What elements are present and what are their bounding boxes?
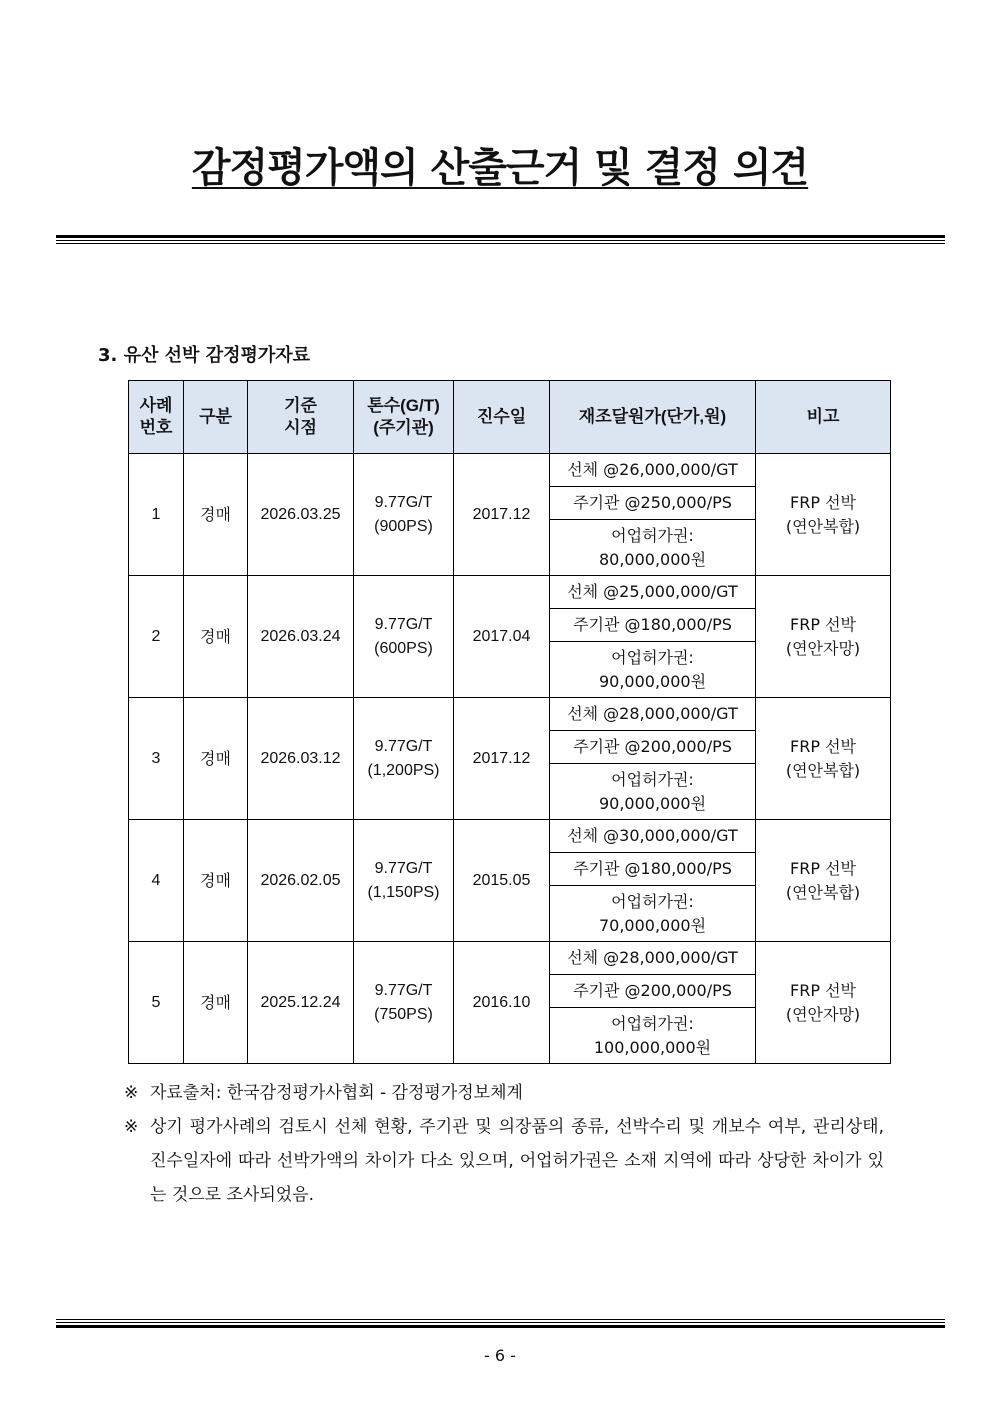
cell-remarks: FRP 선박 (연안복합) <box>756 454 891 576</box>
header-type: 구분 <box>184 381 248 454</box>
cell-case-no: 5 <box>129 942 184 1064</box>
table-body <box>129 454 891 1064</box>
cell-type: 경매 <box>184 942 248 1064</box>
table-row <box>129 820 891 853</box>
document-title: 감정평가액의 산출근거 및 결정 의견 <box>191 145 809 191</box>
header-replacement-cost: 재조달원가(단가,원) <box>550 381 756 454</box>
cell-base-date: 2026.03.25 <box>248 454 354 576</box>
table-row <box>129 698 891 731</box>
footer-divider <box>56 1317 945 1328</box>
cell-type: 경매 <box>184 576 248 698</box>
reference-mark: ※ <box>124 1117 139 1137</box>
cell-launch-date: 2017.12 <box>454 454 550 576</box>
cell-fishing-license: 어업허가권: 70,000,000원 <box>550 886 756 942</box>
cell-remarks: FRP 선박 (연안복합) <box>756 698 891 820</box>
cell-engine-cost: 주기관 @180,000/PS <box>550 853 756 886</box>
reference-mark: ※ <box>124 1083 139 1103</box>
cell-tonnage: 9.77G/T (750PS) <box>354 942 454 1064</box>
header-tonnage: 톤수(G/T) (주기관) <box>354 381 454 454</box>
cell-fishing-license: 어업허가권: 80,000,000원 <box>550 520 756 576</box>
cell-hull-cost: 선체 @28,000,000/GT <box>550 942 756 975</box>
cell-launch-date: 2017.12 <box>454 698 550 820</box>
cell-engine-cost: 주기관 @180,000/PS <box>550 609 756 642</box>
cell-fishing-license: 어업허가권: 100,000,000원 <box>550 1008 756 1064</box>
cell-engine-cost: 주기관 @250,000/PS <box>550 487 756 520</box>
cell-launch-date: 2015.05 <box>454 820 550 942</box>
cell-base-date: 2026.03.24 <box>248 576 354 698</box>
cell-type: 경매 <box>184 454 248 576</box>
source-note-text: 자료출처: 한국감정평가사협회 - 감정평가정보체계 <box>150 1083 523 1103</box>
cell-case-no: 3 <box>129 698 184 820</box>
table-row <box>129 454 891 487</box>
cell-fishing-license: 어업허가권: 90,000,000원 <box>550 764 756 820</box>
cell-launch-date: 2016.10 <box>454 942 550 1064</box>
cell-engine-cost: 주기관 @200,000/PS <box>550 975 756 1008</box>
table-row <box>129 942 891 975</box>
cell-engine-cost: 주기관 @200,000/PS <box>550 731 756 764</box>
cell-hull-cost: 선체 @28,000,000/GT <box>550 698 756 731</box>
cell-tonnage: 9.77G/T (900PS) <box>354 454 454 576</box>
cell-base-date: 2026.03.12 <box>248 698 354 820</box>
cell-fishing-license: 어업허가권: 90,000,000원 <box>550 642 756 698</box>
cell-remarks: FRP 선박 (연안자망) <box>756 576 891 698</box>
cell-hull-cost: 선체 @26,000,000/GT <box>550 454 756 487</box>
cell-tonnage: 9.77G/T (600PS) <box>354 576 454 698</box>
cell-hull-cost: 선체 @30,000,000/GT <box>550 820 756 853</box>
source-note <box>124 1076 884 1110</box>
page-number: - 6 - <box>484 1346 516 1365</box>
notes <box>124 1076 884 1212</box>
cell-case-no: 4 <box>129 820 184 942</box>
remark-note <box>124 1110 884 1212</box>
cell-tonnage: 9.77G/T (1,200PS) <box>354 698 454 820</box>
ship-appraisal-table <box>128 380 891 1064</box>
cell-type: 경매 <box>184 820 248 942</box>
cell-type: 경매 <box>184 698 248 820</box>
header-divider <box>56 235 945 244</box>
cell-tonnage: 9.77G/T (1,150PS) <box>354 820 454 942</box>
table-header-row <box>129 381 891 454</box>
header-remarks: 비고 <box>756 381 891 454</box>
cell-launch-date: 2017.04 <box>454 576 550 698</box>
cell-remarks: FRP 선박 (연안복합) <box>756 820 891 942</box>
cell-base-date: 2026.02.05 <box>248 820 354 942</box>
header-launch-date: 진수일 <box>454 381 550 454</box>
cell-remarks: FRP 선박 (연안자망) <box>756 942 891 1064</box>
cell-base-date: 2025.12.24 <box>248 942 354 1064</box>
header-base-date: 기준 시점 <box>248 381 354 454</box>
cell-hull-cost: 선체 @25,000,000/GT <box>550 576 756 609</box>
header-case-no: 사례 번호 <box>129 381 184 454</box>
table-row <box>129 576 891 609</box>
cell-case-no: 1 <box>129 454 184 576</box>
remark-note-text: 상기 평가사례의 검토시 선체 현황, 주기관 및 의장품의 종류, 선박수리 및 개보수 여부, 관리상태, 진수일자에 따라 선박가액의 차이가 다소 있으며, 어업허가권은 소재 지역에 따라 상당한 차이가 있는 것으로 조사되었음. <box>150 1117 884 1205</box>
section-heading: 3. 유산 선박 감정평가자료 <box>98 345 311 366</box>
cell-case-no: 2 <box>129 576 184 698</box>
